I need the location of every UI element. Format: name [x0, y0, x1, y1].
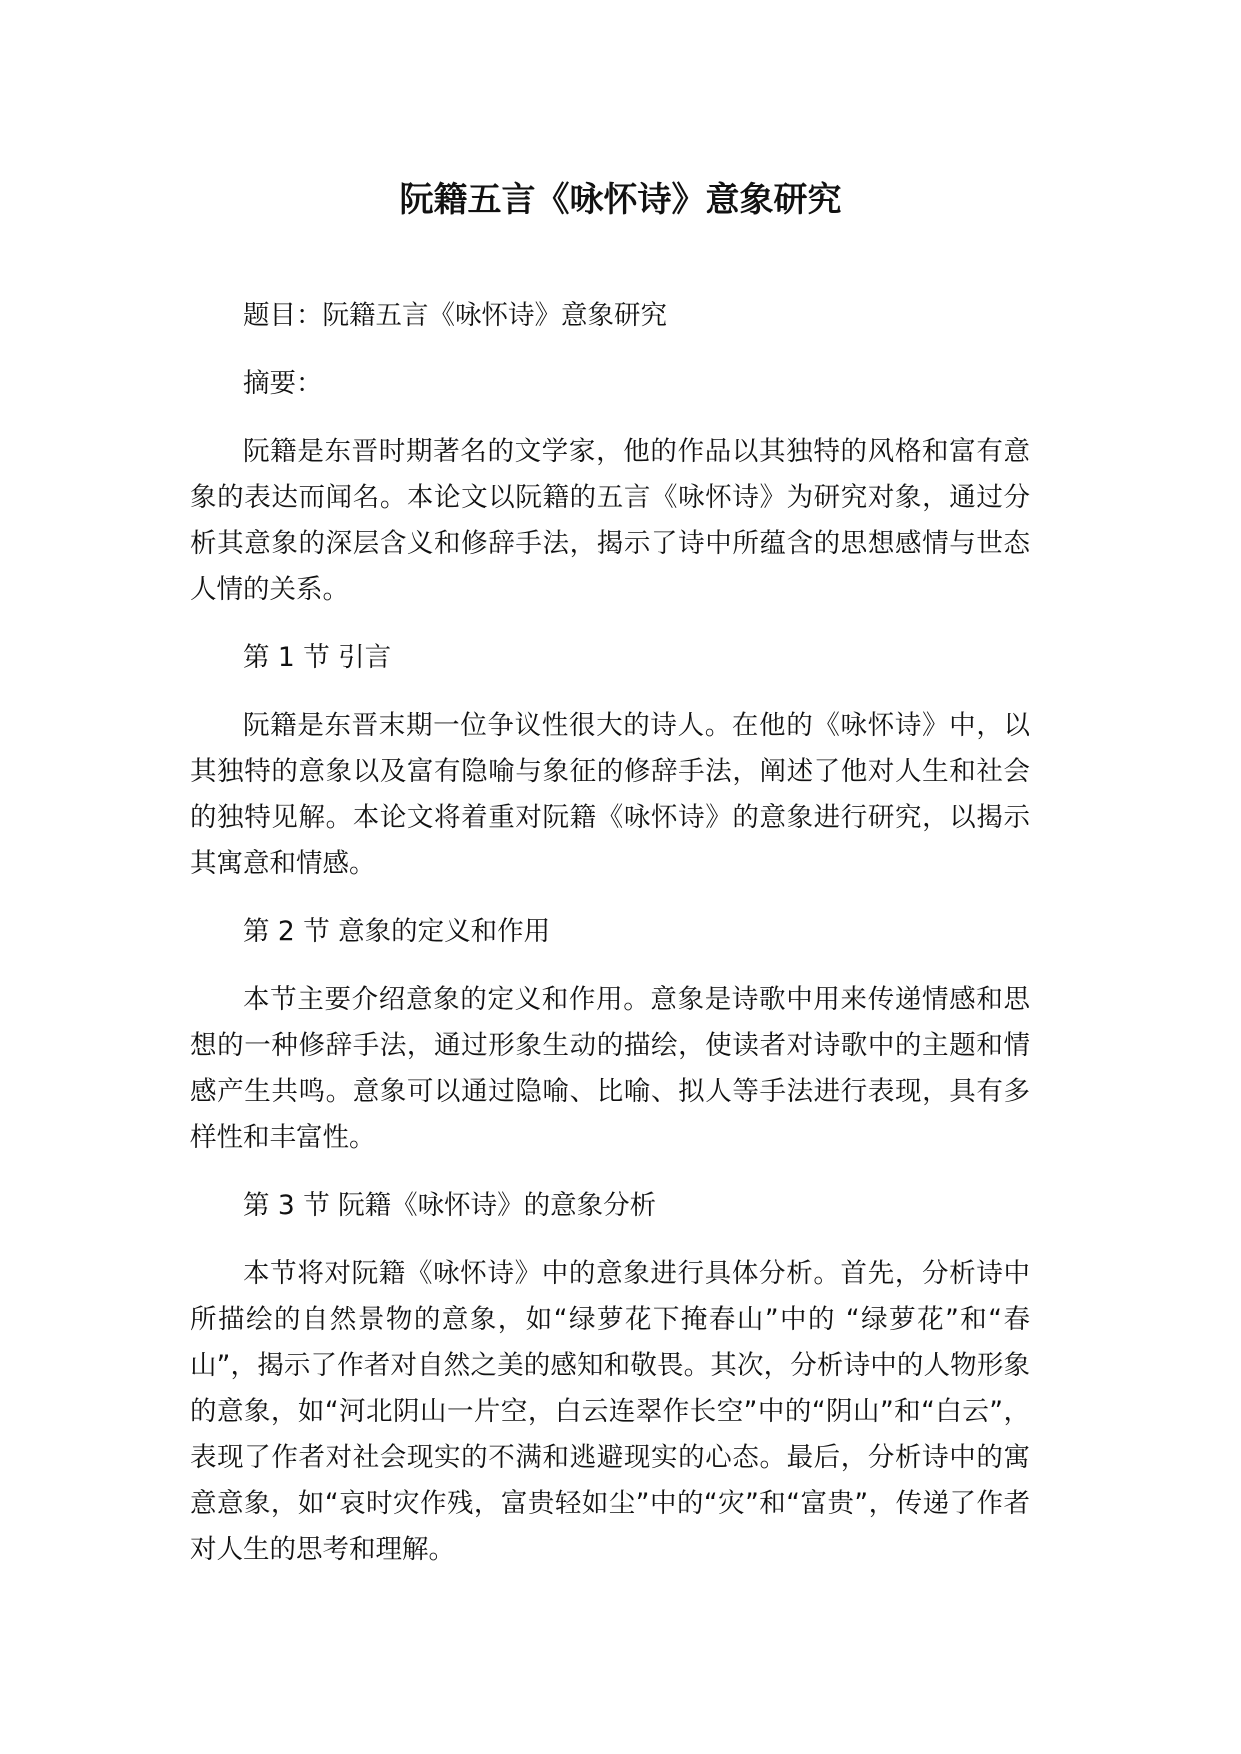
- abstract-text: 阮籍是东晋时期著名的文学家，他的作品以其独特的风格和富有意象的表达而闻名。本论文以阮籍的五言《咏怀诗》为研究对象，通过分析其意象的深层含义和修辞手法，揭示了诗中所蕴含的思想感情与世态人情的关系。: [190, 436, 1030, 605]
- section-3-heading: 第 3 节 阮籍《咏怀诗》的意象分析: [243, 1190, 657, 1221]
- abstract-label: 摘要：: [243, 368, 323, 399]
- document-title: 阮籍五言《咏怀诗》意象研究: [399, 180, 842, 220]
- section-3-text: 本节将对阮籍《咏怀诗》中的意象进行具体分析。首先，分析诗中所描绘的自然景物的意象，如“绿萝花下掩春山”中的 “绿萝花”和“春山”，揭示了作者对自然之美的感知和敬畏。其次，分析诗中的人物形象的意象，如“河北阴山一片空，白云连翠作长空”中的“阴山”和“白云”，表现了作者对社会现实的不满和逃避现实的心态。最后，分析诗中的寓意意象，如“哀时灾作残，富贵轻如尘”中的“灾”和“富贵”，传递了作者对人生的思考和理解。: [190, 1258, 1030, 1565]
- topic-line: 题目：阮籍五言《咏怀诗》意象研究: [243, 300, 667, 331]
- document-body: [190, 293, 1030, 1595]
- section-2-heading: 第 2 节 意象的定义和作用: [243, 916, 551, 947]
- section-2-text: 本节主要介绍意象的定义和作用。意象是诗歌中用来传递情感和思想的一种修辞手法，通过形象生动的描绘，使读者对诗歌中的主题和情感产生共鸣。意象可以通过隐喻、比喻、拟人等手法进行表现，具有多样性和丰富性。: [190, 984, 1030, 1153]
- section-1-heading: 第 1 节 引言: [243, 642, 392, 673]
- section-1-text: 阮籍是东晋末期一位争议性很大的诗人。在他的《咏怀诗》中，以其独特的意象以及富有隐喻与象征的修辞手法，阐述了他对人生和社会的独特见解。本论文将着重对阮籍《咏怀诗》的意象进行研究，以揭示其寓意和情感。: [190, 710, 1030, 879]
